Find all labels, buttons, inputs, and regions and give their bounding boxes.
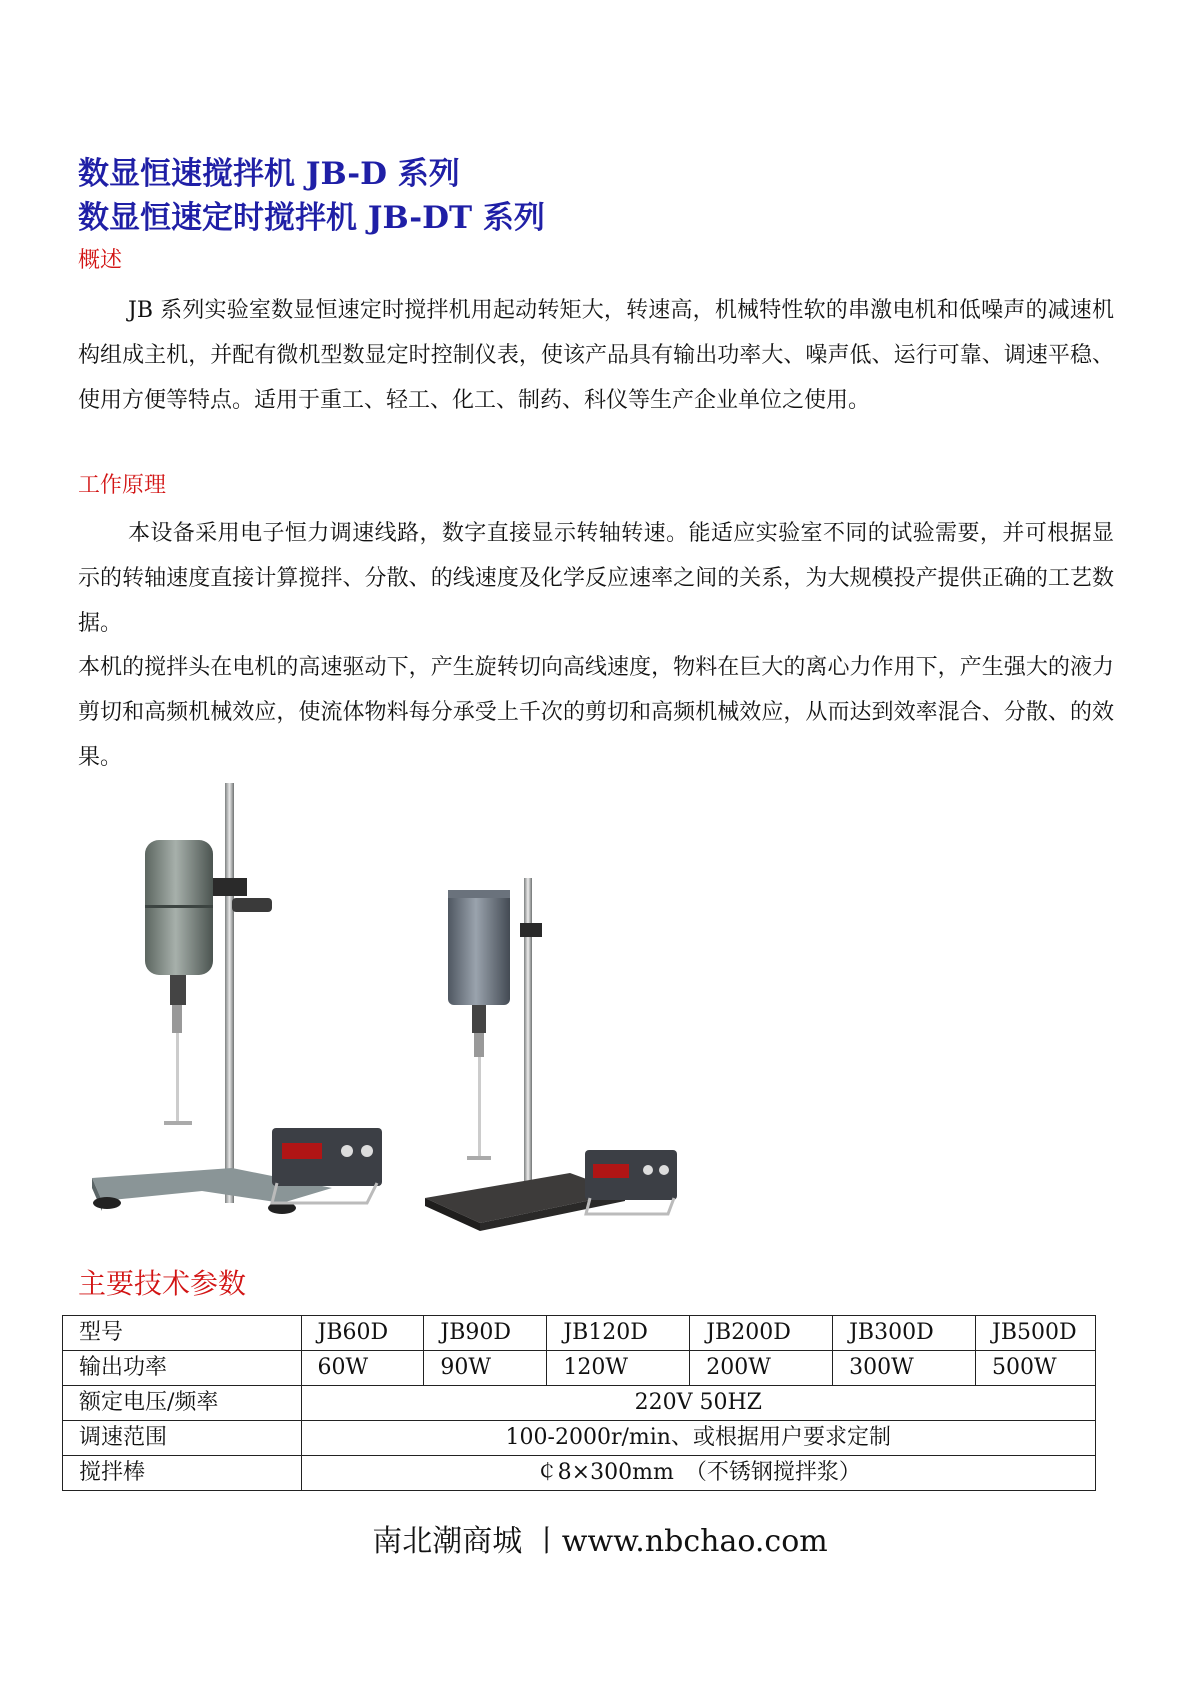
- heading-overview: 概述: [78, 248, 123, 273]
- table-row-speed: [63, 1421, 1096, 1456]
- title-jb-d: 数显恒速搅拌机 JB-D 系列: [78, 156, 460, 192]
- power-label: 输出功率: [63, 1351, 302, 1386]
- title-jb-dt: 数显恒速定时搅拌机 JB-DT 系列: [78, 200, 545, 236]
- principle-paragraph-1: 本设备采用电子恒力调速线路，数字直接显示转轴转速。能适应实验室不同的试验需要，并可根据显示的转轴速度直接计算搅拌、分散、的线速度及化学反应速率之间的关系，为大规模投产提供正确的工艺数据。: [78, 521, 1114, 636]
- spec-table: [62, 1315, 1096, 1491]
- voltage-value: 220V 50HZ: [301, 1386, 1095, 1421]
- overview-paragraph: JB 系列实验室数显恒速定时搅拌机用起动转矩大，转速高，机械特性软的串激电机和低噪声的减速机构组成主机，并配有微机型数显定时控制仪表，使该产品具有输出功率大、噪声低、运行可靠、调速平稳、使用方便等特点。适用于重工、轻工、化工、制药、科仪等生产企业单位之使用。: [78, 298, 1114, 413]
- power-cell: 300W: [833, 1351, 976, 1386]
- model-cell: JB120D: [547, 1316, 690, 1351]
- heading-principle: 工作原理: [78, 473, 167, 498]
- model-cell: JB90D: [424, 1316, 547, 1351]
- power-cell: 120W: [547, 1351, 690, 1386]
- model-cell: JB300D: [833, 1316, 976, 1351]
- model-label: 型号: [63, 1316, 302, 1351]
- heading-specs: 主要技术参数: [78, 1267, 247, 1300]
- model-cell: JB60D: [301, 1316, 424, 1351]
- voltage-label: 额定电压/频率: [63, 1386, 302, 1421]
- model-cell: JB200D: [690, 1316, 833, 1351]
- speed-value: 100-2000r/min、或根据用户要求定制: [301, 1421, 1095, 1456]
- power-cell: 500W: [976, 1351, 1096, 1386]
- table-row-voltage: [63, 1386, 1096, 1421]
- principle-paragraph-2: 本机的搅拌头在电机的高速驱动下，产生旋转切向高线速度，物料在巨大的离心力作用下，产生强大的液力剪切和高频机械效应，使流体物料每分承受上千次的剪切和高频机械效应，从而达到效率混合、分散、的效果。: [78, 655, 1114, 770]
- power-cell: 60W: [301, 1351, 424, 1386]
- footer-site-name: 南北潮商城 丨www.nbchao.com: [372, 1524, 828, 1559]
- table-row-model: [63, 1316, 1096, 1351]
- speed-label: 调速范围: [63, 1421, 302, 1456]
- power-cell: 200W: [690, 1351, 833, 1386]
- rod-value: ￠8×300mm （不锈钢搅拌浆）: [301, 1456, 1095, 1491]
- table-row-power: [63, 1351, 1096, 1386]
- rod-label: 搅拌棒: [63, 1456, 302, 1491]
- table-row-rod: [63, 1456, 1096, 1491]
- model-cell: JB500D: [976, 1316, 1096, 1351]
- stirrer-square-base-photo: [420, 868, 685, 1250]
- power-cell: 90W: [424, 1351, 547, 1386]
- stirrer-tripod-photo: [82, 783, 412, 1233]
